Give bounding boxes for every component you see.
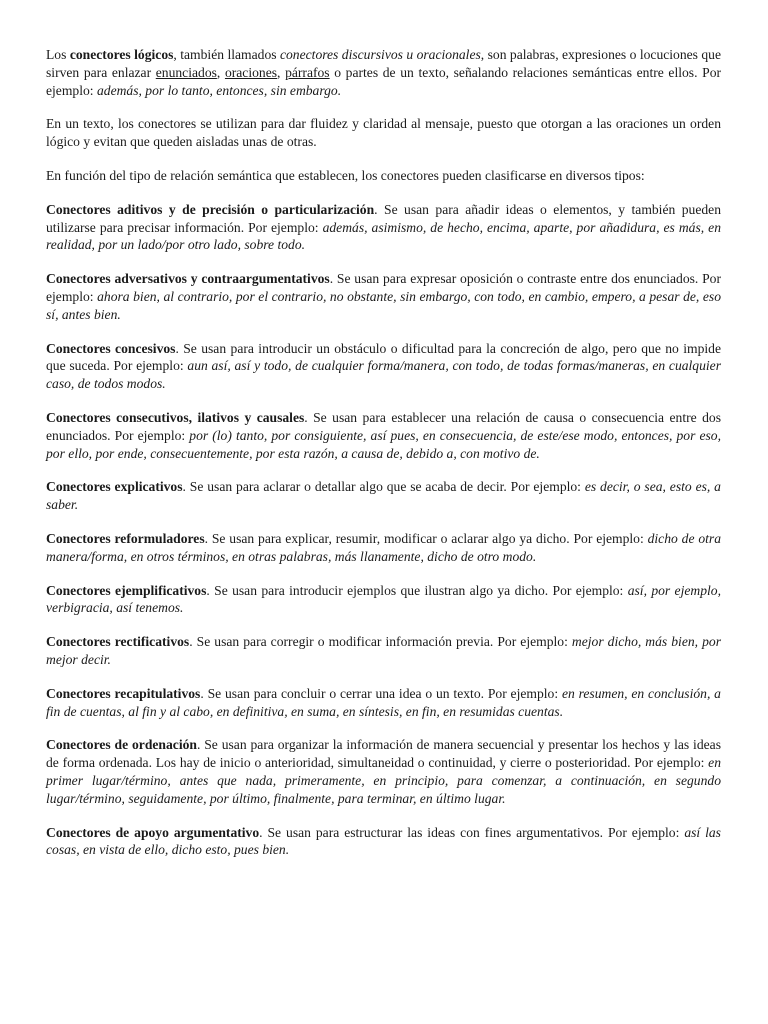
- link-enunciados[interactable]: enunciados: [155, 64, 217, 80]
- paragraph-usage: En un texto, los conectores se utilizan para dar fluidez y claridad al mensaje, puesto que otorgan a las oraciones un orden lógico y evitan que queden aisladas unas de otras.: [46, 116, 721, 150]
- section-ordenacion: [46, 736, 721, 807]
- connector-sections: [46, 201, 721, 859]
- section-reformuladores: [46, 530, 721, 566]
- section-text: . Se usan para establecer una relación de causa o consecuencia entre dos enunciados. Por ejemplo:: [46, 409, 721, 443]
- intro-separator: ,: [216, 64, 225, 80]
- section-examples: en primer lugar/término, antes que nada, primeramente, en principio, para comenzar, a continuación, en segundo lugar/término, seguidamente, por último, finalmente, para terminar, en último lugar.: [46, 755, 721, 806]
- section-examples: así las cosas, en vista de ello, dicho esto, pues bien.: [46, 824, 721, 858]
- section-title: Conectores ejemplificativos: [46, 582, 207, 598]
- section-examples: por (lo) tanto, por consiguiente, así pues, en consecuencia, de este/ese modo, entonces, por eso, por ello, por ende, consecuentemente, por esta razón, a causa de, debido a, con motivo de.: [46, 427, 721, 461]
- section-examples: en resumen, en conclusión, a fin de cuentas, al fin y al cabo, en definitiva, en suma, en síntesis, en fin, en resumidas cuentas.: [46, 685, 721, 719]
- section-text: . Se usan para añadir ideas o elementos, y también pueden utilizarse para precisar información. Por ejemplo:: [46, 201, 721, 235]
- section-examples: mejor dicho, más bien, por mejor decir.: [46, 634, 721, 667]
- section-rectificativos: [46, 633, 721, 669]
- section-text: . Se usan para introducir un obstáculo o dificultad para la concreción de algo, pero que no impide que suceda. Por ejemplo:: [46, 340, 721, 374]
- section-examples: es decir, o sea, esto es, a saber.: [46, 479, 721, 513]
- section-consecutivos: [46, 409, 721, 462]
- section-title: Conectores recapitulativos: [46, 685, 201, 701]
- intro-text: o partes de un texto, señalando relaciones semánticas entre ellos. Por ejemplo:: [46, 64, 722, 98]
- intro-paragraph: [46, 46, 721, 99]
- section-examples: además, asimismo, de hecho, encima, aparte, por añadidura, es más, en realidad, por un lado/por otro lado, sobre todo.: [46, 219, 721, 253]
- section-title: Conectores rectificativos: [46, 634, 190, 650]
- section-text: . Se usan para aclarar o detallar algo que se acaba de decir. Por ejemplo:: [182, 479, 585, 495]
- intro-text: , son palabras, expresiones o locuciones que sirven para enlazar: [46, 47, 722, 80]
- section-adversativos: [46, 270, 721, 323]
- section-title: Conectores concesivos: [46, 340, 176, 356]
- intro-separator: ,: [277, 64, 286, 80]
- section-title: Conectores adversativos y contraargumentativos: [46, 271, 330, 287]
- section-examples: ahora bien, al contrario, por el contrario, no obstante, sin embargo, con todo, en cambio, empero, a pesar de, eso sí, antes bien.: [46, 288, 721, 322]
- intro-term: conectores lógicos: [69, 47, 174, 62]
- section-recapitulativos: [46, 685, 721, 721]
- paragraph-classification: En función del tipo de relación semántica que establecen, los conectores pueden clasificarse en diversos tipos:: [46, 167, 645, 183]
- section-examples: dicho de otra manera/forma, en otros términos, en otras palabras, más llanamente, dicho de otro modo.: [46, 530, 721, 564]
- intro-text: , también llamados: [173, 47, 280, 62]
- intro-alt-term: conectores discursivos u oracionales: [279, 47, 481, 62]
- section-aditivos: [46, 201, 721, 254]
- section-text: . Se usan para expresar oposición o contraste entre dos enunciados. Por ejemplo:: [46, 271, 721, 304]
- section-title: Conectores consecutivos, ilativos y causales: [46, 409, 305, 425]
- intro-examples: además, por lo tanto, entonces, sin embargo.: [96, 82, 342, 98]
- section-ejemplificativos: [46, 582, 721, 618]
- section-text: . Se usan para organizar la información de manera secuencial y presentar los hechos y las ideas de forma ordenada. Los hay de inicio o anterioridad, simultaneidad o continuidad, y cierre o posterioridad. Por ejemplo:: [46, 737, 721, 771]
- link-oraciones[interactable]: oraciones: [224, 64, 278, 80]
- section-explicativos: [46, 478, 721, 514]
- section-examples: así, por ejemplo, verbigracia, así tenemos.: [46, 582, 721, 616]
- intro-text: Los: [46, 47, 70, 62]
- section-apoyo-argumentativo: [46, 824, 721, 860]
- section-title: Conectores explicativos: [46, 479, 183, 495]
- section-text: . Se usan para introducir ejemplos que ilustran algo ya dicho. Por ejemplo:: [206, 582, 628, 598]
- section-concesivos: [46, 340, 721, 393]
- section-title: Conectores de apoyo argumentativo: [46, 824, 260, 840]
- section-text: . Se usan para estructurar las ideas con fines argumentativos. Por ejemplo:: [259, 824, 685, 840]
- section-text: . Se usan para corregir o modificar información previa. Por ejemplo:: [189, 634, 572, 650]
- section-text: . Se usan para concluir o cerrar una idea o un texto. Por ejemplo:: [200, 685, 562, 701]
- link-parrafos[interactable]: párrafos: [285, 64, 330, 80]
- section-title: Conectores reformuladores: [46, 530, 205, 546]
- section-title: Conectores de ordenación: [46, 737, 197, 753]
- section-text: . Se usan para explicar, resumir, modificar o aclarar algo ya dicho. Por ejemplo:: [204, 530, 648, 546]
- section-title: Conectores aditivos y de precisión o particularización: [46, 201, 375, 217]
- section-examples: aun así, así y todo, de cualquier forma/manera, con todo, de todas formas/maneras, en cualquier caso, de todos modos.: [46, 358, 722, 392]
